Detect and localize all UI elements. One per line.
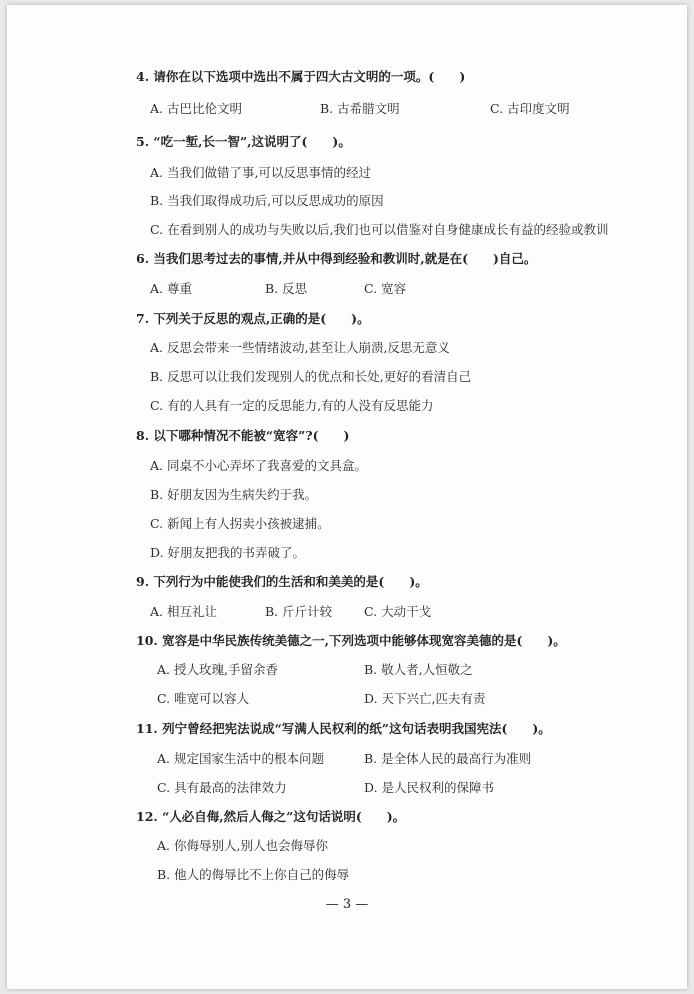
question-11-option-a: A. 规定国家生活中的根本问题 (157, 751, 324, 766)
question-8-option-d: D. 好朋友把我的书弄破了。 (150, 545, 306, 560)
question-10-option-a: A. 授人玫瑰,手留余香 (157, 662, 278, 677)
question-6-stem: 6. 当我们思考过去的事情,并从中得到经验和教训时,就是在( )自己。 (136, 251, 537, 266)
question-4-option-c: C. 古印度文明 (490, 101, 570, 116)
question-11-option-d: D. 是人民权利的保障书 (364, 780, 495, 795)
question-11-option-b: B. 是全体人民的最高行为准则 (364, 751, 532, 766)
question-4-option-b: B. 古希腊文明 (320, 101, 400, 116)
question-5-stem: 5. “吃一堑,长一智”,这说明了( )。 (136, 134, 351, 149)
question-10-option-b: B. 敬人者,人恒敬之 (364, 662, 473, 677)
question-8-option-c: C. 新闻上有人拐卖小孩被逮捕。 (150, 516, 330, 531)
question-4-stem: 4. 请你在以下选项中选出不属于四大古文明的一项。( ) (136, 69, 466, 84)
question-10-option-c: C. 唯宽可以容人 (157, 691, 250, 706)
question-12-option-a: A. 你侮辱别人,别人也会侮辱你 (157, 838, 328, 853)
question-8-option-b: B. 好朋友因为生病失约于我。 (150, 487, 318, 502)
question-7-stem: 7. 下列关于反思的观点,正确的是( )。 (136, 311, 370, 326)
question-7-option-c: C. 有的人具有一定的反思能力,有的人没有反思能力 (150, 398, 434, 413)
question-7-option-b: B. 反思可以让我们发现别人的优点和长处,更好的看清自己 (150, 369, 472, 384)
question-9-option-b: B. 斤斤计较 (265, 604, 333, 619)
question-7-option-a: A. 反思会带来一些情绪波动,甚至让人崩溃,反思无意义 (150, 340, 450, 355)
question-5-option-b: B. 当我们取得成功后,可以反思成功的原因 (150, 193, 384, 208)
question-11-option-c: C. 具有最高的法律效力 (157, 780, 287, 795)
question-9-stem: 9. 下列行为中能使我们的生活和和美美的是( )。 (136, 574, 428, 589)
page-number: — 3 — (325, 897, 369, 912)
question-6-option-b: B. 反思 (265, 281, 308, 296)
question-10-stem: 10. 宽容是中华民族传统美德之一,下列选项中能够体现宽容美德的是( )。 (136, 633, 566, 648)
question-11-stem: 11. 列宁曾经把宪法说成“写满人民权利的纸”这句话表明我国宪法( )。 (136, 721, 551, 736)
question-12-option-b: B. 他人的侮辱比不上你自己的侮辱 (157, 867, 350, 882)
question-12-stem: 12. “人必自侮,然后人侮之”这句话说明( )。 (136, 809, 406, 824)
question-6-option-a: A. 尊重 (150, 281, 192, 296)
question-9-option-c: C. 大动干戈 (364, 604, 432, 619)
question-5-option-a: A. 当我们做错了事,可以反思事情的经过 (150, 165, 371, 180)
question-8-stem: 8. 以下哪种情况不能被“宽容”?( ) (136, 428, 350, 443)
question-5-option-c: C. 在看到别人的成功与失败以后,我们也可以借鉴对自身健康成长有益的经验或教训 (150, 222, 609, 237)
question-9-option-a: A. 相互礼让 (150, 604, 217, 619)
question-6-option-c: C. 宽容 (364, 281, 407, 296)
question-10-option-d: D. 天下兴亡,匹夫有责 (364, 691, 486, 706)
exam-page (7, 5, 687, 989)
question-8-option-a: A. 同桌不小心弄坏了我喜爱的文具盒。 (150, 458, 367, 473)
question-4-option-a: A. 古巴比伦文明 (150, 101, 242, 116)
